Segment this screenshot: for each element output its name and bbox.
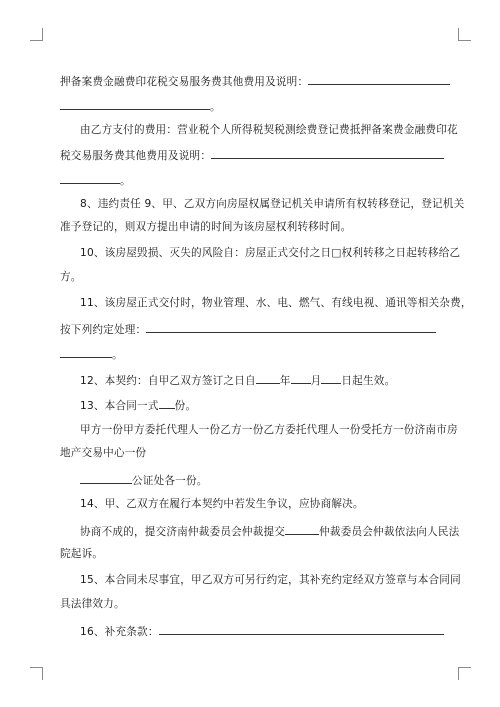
clause-16-line [80,623,444,639]
year-blank [256,372,280,384]
clause-10-text: 10、该房屋毁损、灭失的风险自：房屋正式交付之日□权利转移之日起转移给乙 [80,247,461,259]
day-blank [321,372,341,384]
period: 。 [120,175,131,187]
clause-13-text: 13、本合同一式 [80,400,159,412]
clause-12-line [80,372,395,388]
month-blank [291,372,311,384]
fill-blank [146,321,436,333]
fee-paragraph-line [60,73,450,89]
copies-blank [159,397,175,409]
clause-8-9-text: 8、违约责任 9、甲、乙双方向房屋权属登记机关申请所有权转移登记，登记机关 [80,198,465,210]
corner-mark [458,28,471,41]
fill-blank [159,623,444,635]
arbitration-line [80,523,459,539]
clause-11-line [80,296,472,310]
clause-8-9-text: 准予登记的，则双方提出申请的时间为该房屋权利转移时间。 [60,221,352,233]
copies-distribution-text: 公证处各一份。 [132,475,208,487]
clause-15-text: 具法律效力。 [60,598,125,610]
clause-14-line [80,497,364,511]
corner-mark [458,667,471,680]
fill-blank [60,172,120,184]
clause-10-line [80,246,460,260]
fill-blank [80,472,132,484]
clause-15-line [80,573,461,587]
clause-8-9-line [60,220,351,234]
copies-distribution-line [80,423,458,437]
year-label: 年 [279,375,291,387]
copies-distribution-text: 甲方一份甲方委托代理人一份乙方一份乙方委托代理人一份受托方一份济南市房 [80,424,458,436]
corner-mark [30,28,43,41]
clause-13-line [80,397,196,413]
copies-distribution-line [80,472,208,488]
fill-blank [211,147,444,159]
fill-blank [60,98,210,110]
clause-13-text: 份。 [174,400,197,412]
period: 。 [112,349,123,361]
buyer-fee-paragraph-line [80,123,458,137]
clause-12-text: 12、本契约：自甲乙双方签订之日自 [80,375,256,387]
month-label: 月 [310,375,322,387]
clause-16-text: 16、补充条款： [80,626,159,638]
fee-paragraph-line [60,98,221,114]
day-label: 日起生效。 [341,375,396,387]
clause-11-text: 11、该房屋正式交付时，物业管理、水、电、燃气、有线电视、通讯等相关杂费， [80,297,472,309]
clause-10-text: 方。 [60,271,82,283]
buyer-fee-text: 由乙方支付的费用：营业税个人所得税契税测绘费登记费抵押备案费金融费印花 [80,124,458,136]
arbitration-text: 院起诉。 [60,548,104,560]
buyer-fee-paragraph-line [60,172,131,188]
clause-11-line [60,321,436,337]
arbitration-text: 协商不成的，提交济南仲裁委员会仲裁提交 [80,526,286,538]
arbitration-line [60,547,103,561]
fee-text: 押备案费金融费印花税交易服务费其他费用及说明： [60,76,309,88]
clause-11-line [60,346,123,362]
clause-14-text: 14、甲、乙双方在履行本契约中若发生争议，应协商解决。 [80,498,364,510]
clause-15-text: 15、本合同未尽事宜，甲乙双方可另行约定，其补充约定经双方签章与本合同同 [80,574,461,586]
corner-mark [30,667,43,680]
copies-distribution-text: 地产交易中心一份 [60,447,147,459]
clause-11-text: 按下列约定处理： [60,324,147,336]
buyer-fee-paragraph-line [60,147,444,163]
clause-10-line [60,270,82,284]
arbitration-text: 仲裁委员会仲裁依法向人民法 [319,526,460,538]
fill-blank [285,523,319,535]
clause-8-9-line [80,197,464,211]
buyer-fee-text: 税交易服务费其他费用及说明： [60,150,212,162]
period: 。 [210,101,221,113]
clause-15-line [60,597,125,611]
fill-blank [60,346,112,358]
fill-blank [308,73,450,85]
copies-distribution-line [60,446,146,460]
